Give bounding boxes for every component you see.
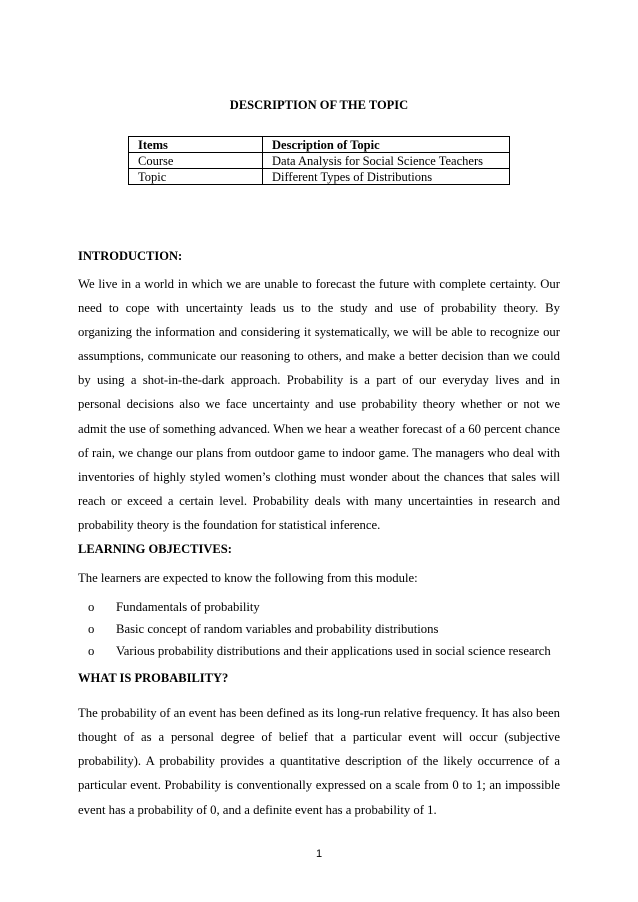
bullet-icon: o bbox=[88, 600, 95, 615]
probability-paragraph: The probability of an event has been defined as its long-run relative frequency. It has also been thought of as a personal degree of belief that a particular event will occur (subjective probability). A probability provides a quantitative description of the likely occurrence of a particular event. Probability is conventionally expressed on a scale from 0 to 1; an impossible event has a probability of 0, and a definite event has a probability of 1. bbox=[78, 706, 560, 817]
table-header-row bbox=[129, 137, 510, 153]
bullet-icon: o bbox=[88, 644, 95, 659]
what-is-probability-heading: WHAT IS PROBABILITY? bbox=[78, 671, 229, 686]
learning-objectives-heading: LEARNING OBJECTIVES: bbox=[78, 542, 232, 557]
topic-description-table bbox=[128, 136, 510, 185]
list-item bbox=[78, 640, 560, 662]
introduction-paragraph: We live in a world in which we are unable to forecast the future with complete certainty. Our need to cope with uncertainty leads us to the study and use of probability theory. By organizing the information and considering it systematically, we will be able to recognize our assumptions, communicate our reasoning to others, and make a better decision than we could by using a shot-in-the-dark approach. Probability is a part of our everyday lives and in personal decisions also we face uncertainty and use probability theory whether or not we admit the use of something advanced. When we hear a weather forecast of a 60 percent chance of rain, we change our plans from outdoor game to indoor game. The managers who deal with inventories of highly styled women’s clothing must wonder about the chances that sales will reach or exceed a certain level. Probability deals with many uncertainties in research and probability theory is the foundation for statistical inference. bbox=[78, 277, 560, 532]
list-item-text: Fundamentals of probability bbox=[116, 600, 260, 615]
document-body bbox=[78, 246, 560, 822]
document-title: DESCRIPTION OF THE TOPIC bbox=[229, 98, 409, 112]
table-row bbox=[129, 169, 510, 185]
list-item bbox=[78, 596, 560, 618]
page-number: 1 bbox=[315, 848, 323, 860]
table-cell: Data Analysis for Social Science Teachers bbox=[263, 153, 510, 169]
objectives-intro: The learners are expected to know the following from this module: bbox=[78, 571, 418, 586]
objectives-list bbox=[78, 596, 560, 662]
table-cell: Course bbox=[129, 153, 263, 169]
list-item-text: Various probability distributions and their applications used in social science research bbox=[116, 644, 551, 659]
table-header-cell: Items bbox=[129, 137, 263, 153]
list-item bbox=[78, 618, 560, 640]
table-cell: Topic bbox=[129, 169, 263, 185]
table-header-cell: Description of Topic bbox=[263, 137, 510, 153]
list-item-text: Basic concept of random variables and probability distributions bbox=[116, 622, 439, 637]
bullet-icon: o bbox=[88, 622, 95, 637]
introduction-heading: INTRODUCTION: bbox=[78, 249, 183, 263]
table-cell: Different Types of Distributions bbox=[263, 169, 510, 185]
table-row bbox=[129, 153, 510, 169]
